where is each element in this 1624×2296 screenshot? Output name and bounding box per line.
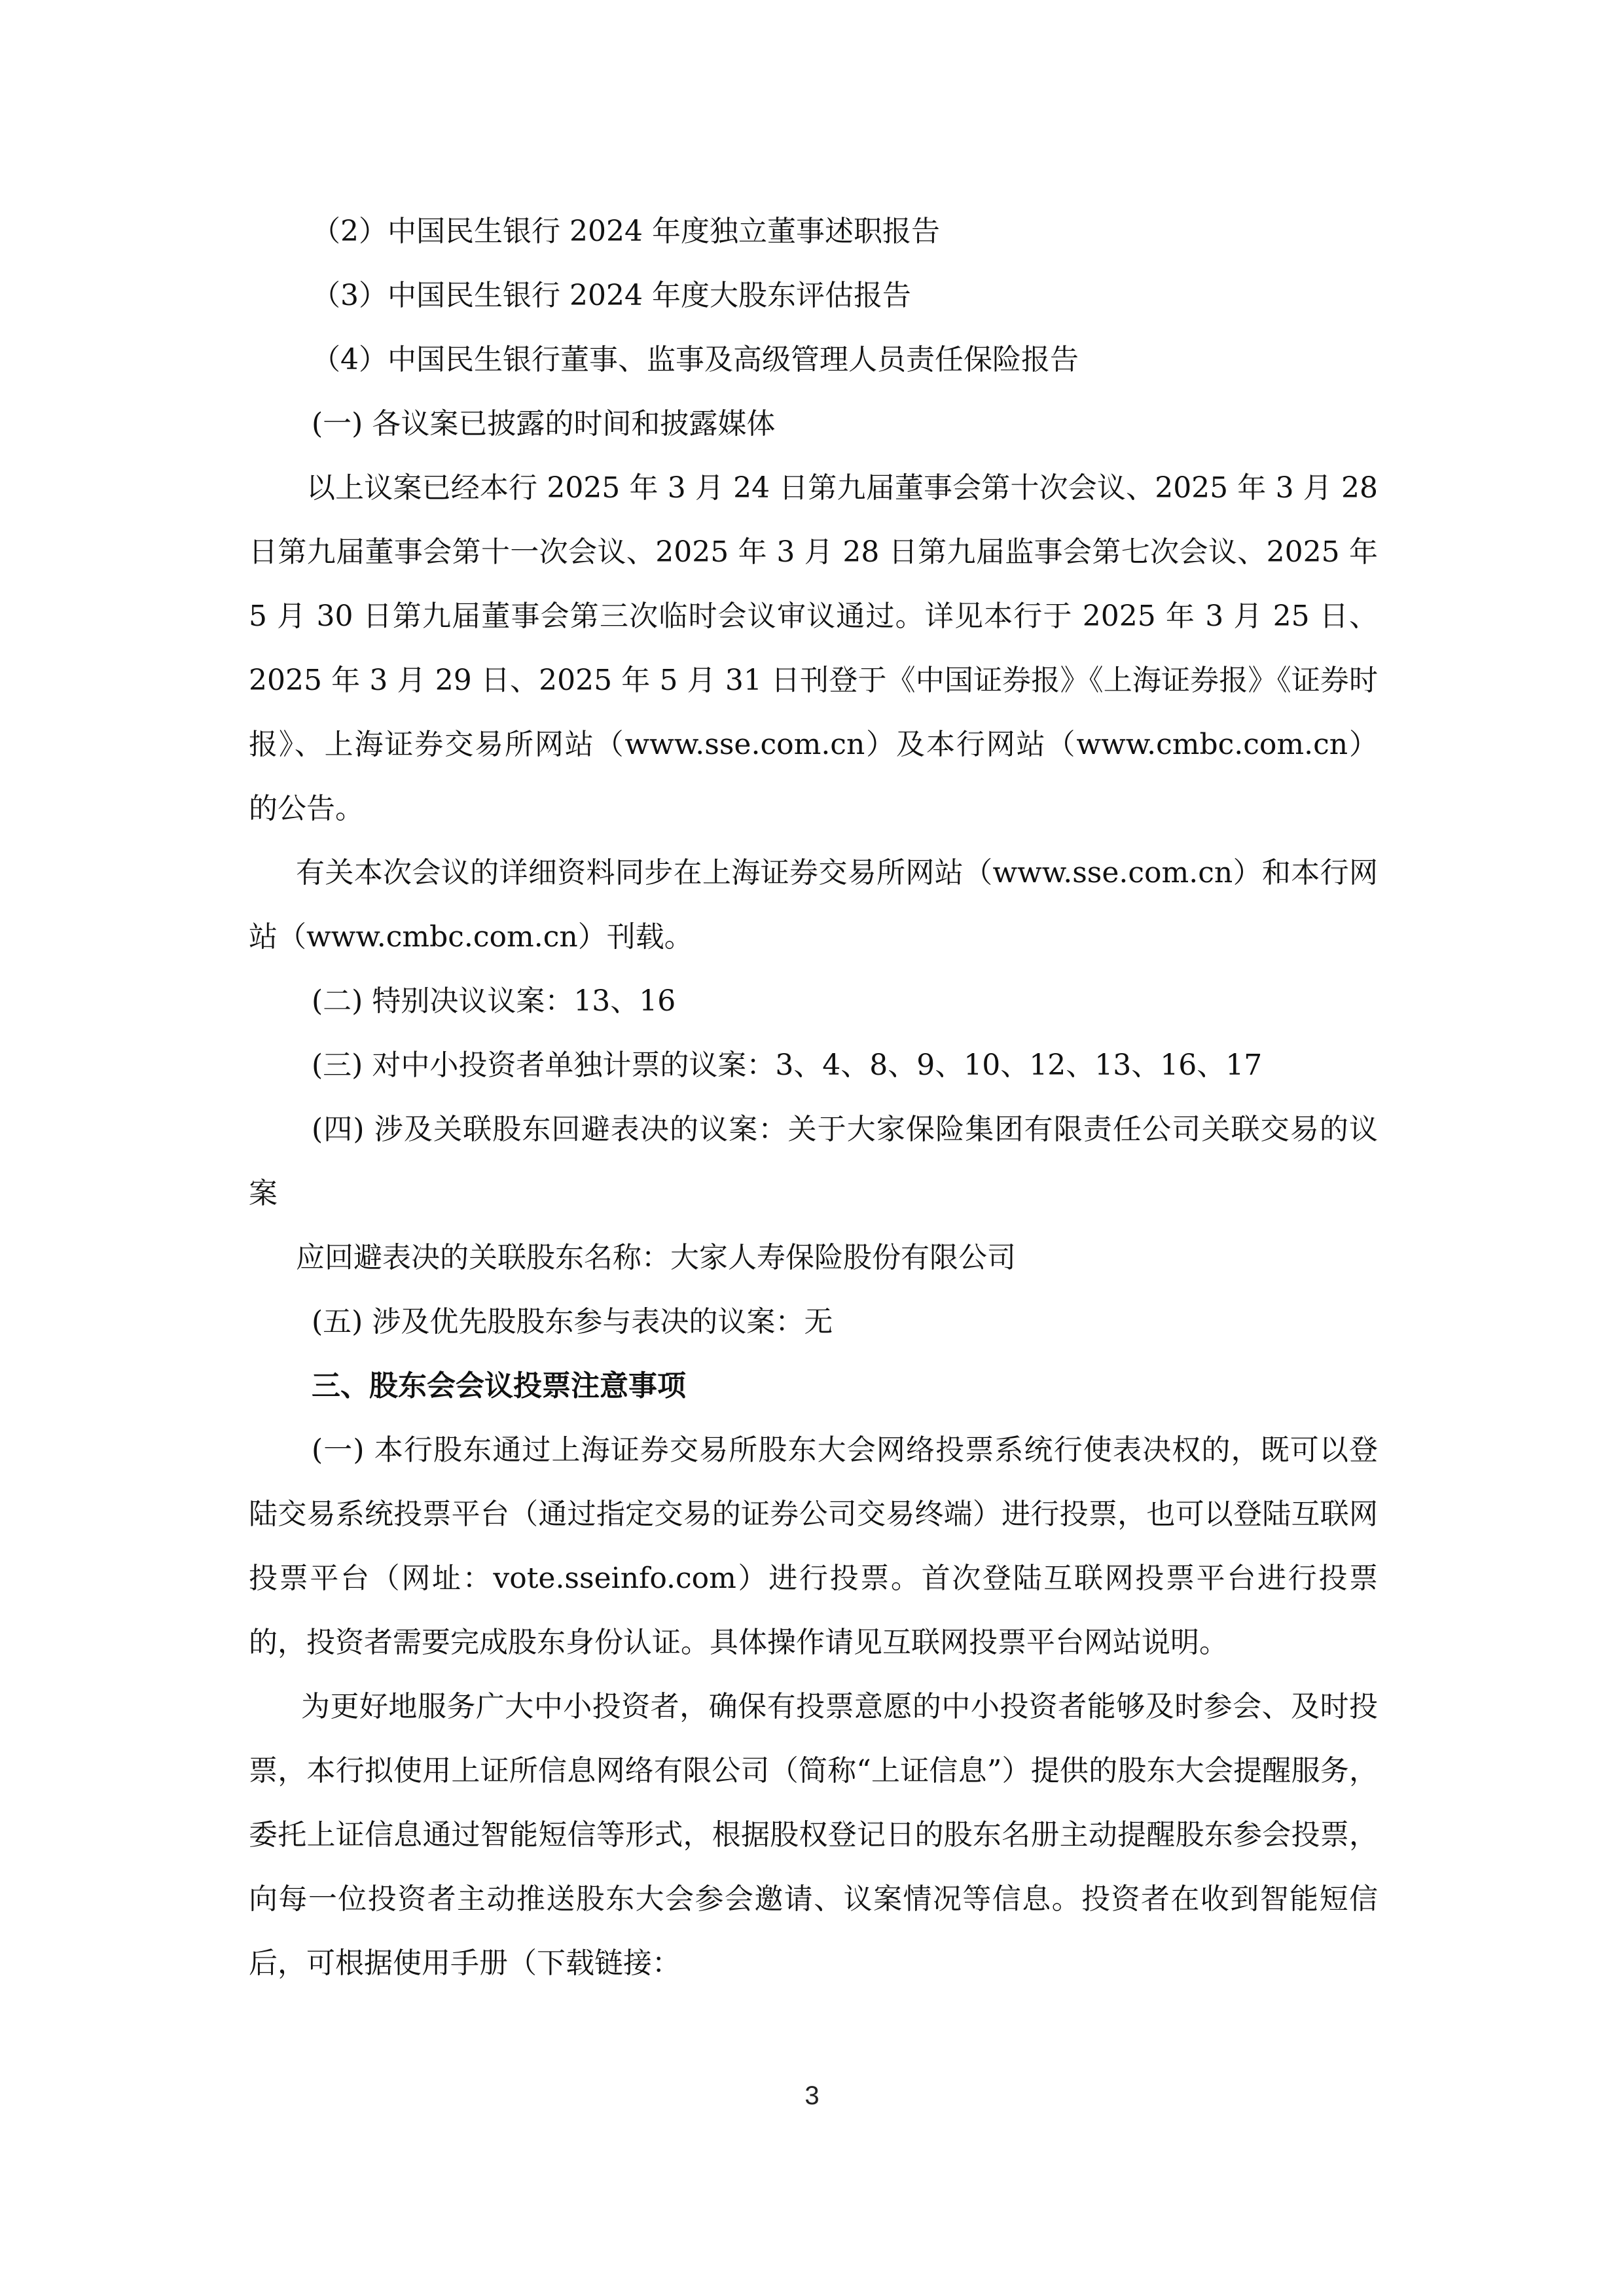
related-party-resolutions: (四) 涉及关联股东回避表决的议案：关于大家保险集团有限责任公司关联交易的议案	[249, 1113, 1378, 1210]
report-item-2: （2）中国民生银行 2024 年度独立董事述职报告	[312, 215, 940, 248]
reminder-service-paragraph: 为更好地服务广大中小投资者，确保有投票意愿的中小投资者能够及时参会、及时投票，本行拟使用上证所信息网络有限公司（简称“上证信息”）提供的股东大会提醒服务，委托上证信息通过智能短信等形式，根据股权登记日的股东名册主动提醒股东参会投票，向每一位投资者主动推送股东大会参会邀请、议案情况等信息。投资者在收到智能短信后，可根据使用手册（下载链接：	[249, 1690, 1378, 1980]
section-disclosure-heading: (一) 各议案已披露的时间和披露媒体	[312, 407, 776, 440]
related-shareholder-name: 应回避表决的关联股东名称：大家人寿保险股份有限公司	[296, 1241, 1016, 1274]
minority-investor-resolutions: (三) 对中小投资者单独计票的议案：3、4、8、9、10、12、13、16、17	[312, 1049, 1263, 1082]
section-three-heading: 三、股东会会议投票注意事项	[312, 1369, 686, 1403]
disclosure-paragraph: 以上议案已经本行 2025 年 3 月 24 日第九届董事会第十次会议、2025 年 3 月 28 日第九届董事会第十一次会议、2025 年 3 月 28 日第九届监事会第七次会议、2025 年 5 月 30 日第九届董事会第三次临时会议审议通过。详见本行于 2025 年 3 月 25 日、2025 年 3 月 29 日、2025 年 5 月 31 日刊登于《中国证券报》《上海证券报》《证券时报》、上海证券交易所网站（www.sse.com.cn）及本行网站（www.cmbc.com.cn）的公告。	[249, 471, 1378, 825]
preferred-shareholder-resolutions: (五) 涉及优先股股东参与表决的议案：无	[312, 1305, 833, 1338]
report-item-3: （3）中国民生银行 2024 年度大股东评估报告	[312, 279, 911, 312]
report-item-4: （4）中国民生银行董事、监事及高级管理人员责任保险报告	[312, 343, 1079, 376]
meeting-materials-paragraph: 有关本次会议的详细资料同步在上海证券交易所网站（www.sse.com.cn）和本行网站（www.cmbc.com.cn）刊载。	[249, 856, 1378, 954]
document-body	[249, 200, 1378, 1996]
page-number: 3	[804, 2081, 820, 2110]
special-resolutions: (二) 特别决议议案：13、16	[312, 984, 676, 1018]
voting-platform-paragraph: (一) 本行股东通过上海证券交易所股东大会网络投票系统行使表决权的，既可以登陆交易系统投票平台（通过指定交易的证券公司交易终端）进行投票，也可以登陆互联网投票平台（网址：vote.sseinfo.com）进行投票。首次登陆互联网投票平台进行投票的，投资者需要完成股东身份认证。具体操作请见互联网投票平台网站说明。	[249, 1433, 1378, 1659]
